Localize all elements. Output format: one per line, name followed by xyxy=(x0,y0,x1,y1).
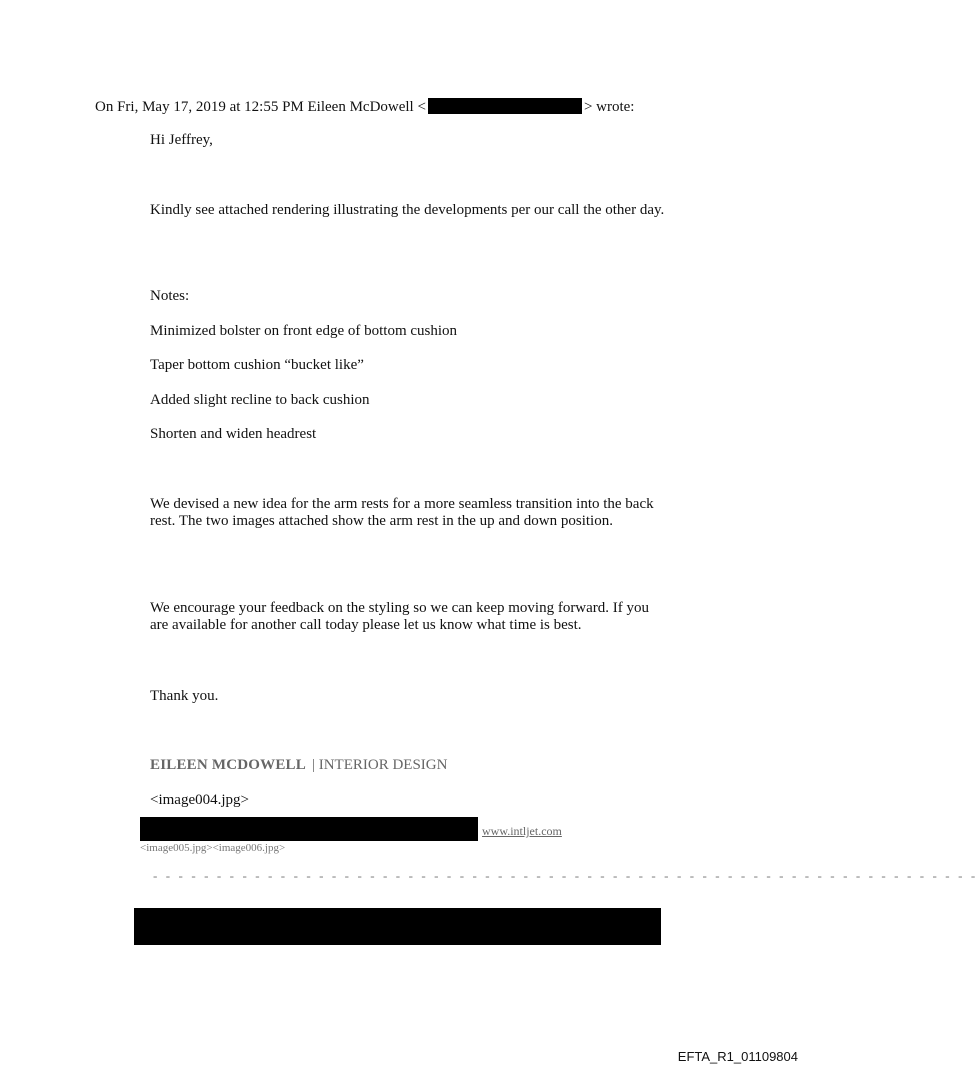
small-image-placeholders: <image005.jpg><image006.jpg> xyxy=(140,842,286,854)
note-item: Taper bottom cushion “bucket like” xyxy=(150,357,364,373)
email-header-line xyxy=(95,98,634,116)
signature-line xyxy=(150,757,447,774)
signature-title: | INTERIOR DESIGN xyxy=(311,757,448,773)
greeting: Hi Jeffrey, xyxy=(150,132,213,148)
closing: Thank you. xyxy=(150,688,219,704)
paragraph-arm-rests: We devised a new idea for the arm rests for a more seamless transition into the back rest. The two images attached show the arm rest in the up and down position. xyxy=(150,496,654,529)
paragraph-feedback: We encourage your feedback on the styling so we can keep moving forward. If you are available for another call today please let us know what time is best. xyxy=(150,600,650,633)
note-item: Added slight recline to back cushion xyxy=(150,392,370,408)
redaction-block xyxy=(134,908,661,945)
note-item: Minimized bolster on front edge of bottom cushion xyxy=(150,323,458,339)
header-suffix: > wrote: xyxy=(583,99,635,115)
website-link[interactable]: www.intljet.com xyxy=(482,824,562,838)
redaction-bar xyxy=(140,817,478,841)
document-id: EFTA_R1_01109804 xyxy=(677,1049,798,1064)
dashed-separator: - - - - - - - - - - - - - - - - - - - - - - - - - - - - - - - - - - - - - - - - - - - - - - - - - - - - - - - - - - - - - - - - - xyxy=(153,868,978,883)
notes-label: Notes: xyxy=(150,288,190,304)
header-prefix: On Fri, May 17, 2019 at 12:55 PM Eileen McDowell < xyxy=(95,99,426,115)
image-placeholder: <image004.jpg> xyxy=(150,792,249,808)
signature-name: EILEEN MCDOWELL xyxy=(150,757,306,773)
paragraph-rendering: Kindly see attached rendering illustrating the developments per our call the other day. xyxy=(150,202,665,218)
note-item: Shorten and widen headrest xyxy=(150,426,317,442)
redacted-email-address xyxy=(428,98,582,114)
